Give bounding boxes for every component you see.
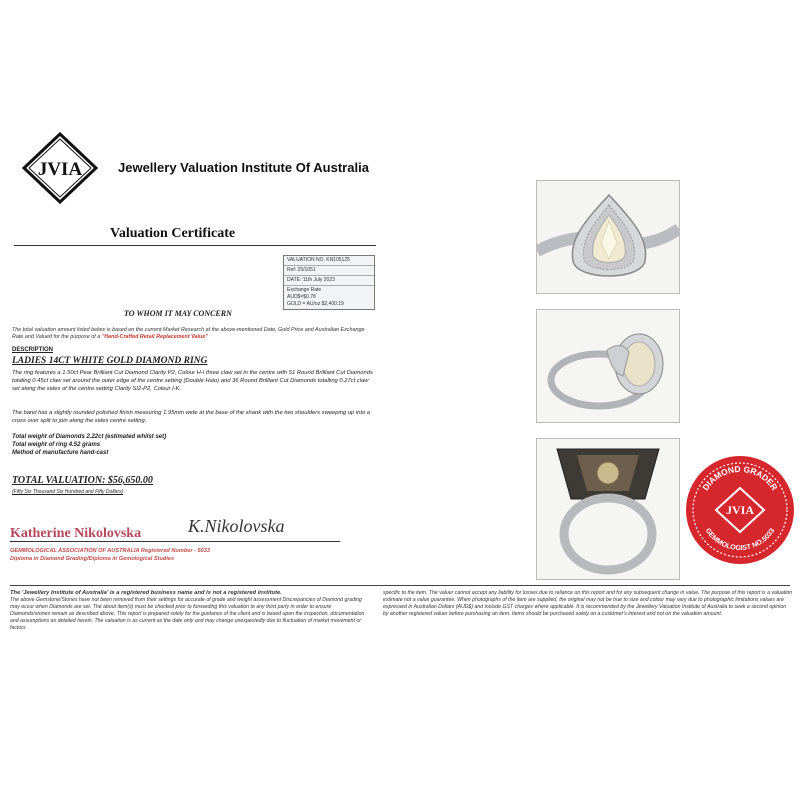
signer-credentials [10, 547, 210, 563]
footer-disclaimer-right: specific to the item. The valuer cannot accept any liability for losses due to reliance on this report and for any subsequent change in value. The purpose of this report is a valuation estimate not a value guarantee. When photographs of the item are supplied, the original may not be true to size and colour may vary due to photographic limitations values are expressed in Australian Dollars (AUD$) and include GST charges where applicable. It is recommended by the Jewellery Valuation Institute of Australia to seek a second opinion by another registered valuer before purchasing an item. Items should be purchased solely on a customer's interest and not on the valuation amount. [383, 590, 793, 617]
association-number: GEMMOLOGICAL ASSOCIATION OF AUSTRALIA Registered Number - 5033 [10, 548, 210, 554]
description-paragraph-1: The ring features a 1.50ct Pear Brilliant Cut Diamond Clarity P2, Colour H-I three claw set in the centre with 51 Round Brilliant Cut Diamonds totaling 0.45ct claw set around the outer edge of the centre setting (Double Halo) and 36 Round Brilliant Cut Diamonds totalling 0.27ct claw set along the sides of the centre setting Clarity SI2-P2, Colour I-K. [12, 370, 373, 392]
description-paragraph-2: The band has a slightly rounded polished finish measuring 1.95mm wide at the base of the shank with the two shoulders sweeping up into a cross over split to join along the sides centre setting. [12, 410, 371, 424]
valuation-date: DATE: 11th July 2023 [284, 276, 374, 286]
title-divider [14, 245, 376, 246]
signer-name: Katherine Nikolovska [10, 526, 142, 541]
valuation-purpose: "Hand-Crafted Retail Replacement Value" [101, 334, 208, 340]
handwritten-signature: K.Nikolovska [188, 516, 285, 536]
diploma: Diploma in Diamond Grading/Diploma in Gemological Studies [10, 556, 175, 562]
seal-center-text: JVIA [725, 503, 755, 517]
ring-title: LADIES 14CT WHITE GOLD DIAMOND RING [12, 356, 208, 366]
certificate-title: Valuation Certificate [110, 226, 236, 241]
valuation-number: VALUATION NO. KN105125 [284, 256, 374, 266]
signature-divider [10, 541, 340, 542]
intro-text: The total valuation amount listed below is based on the current Market Research at the above-mentioned Date, Gold Price and Australian Exchange Rate and Valued for the purpose of a [12, 327, 365, 340]
org-name: Jewellery Valuation Institute Of Australia [118, 160, 369, 175]
ring-photo-side [536, 309, 680, 423]
diamond-weight: Total weight of Diamonds 2.22ct (estimated whilst set) [12, 434, 167, 440]
logo-text: JVIA [37, 159, 83, 180]
footer-left-text: The above Gemstone/Stones have not been removed from their settings for accurate of grade and weight assessment Discrepancies of Diamond grading may occur when Diamonds are set. The about item(s) must be checked prior to forwarding this valuation to any third party in order to ensure Diamonds/stones remain as described above. This report is prepared solely for the guidance of the client and is based upon the inspection, documentation and assumptions as detailed herein. The valuation is as current as the date only and may change unexpectedly due to fluctuation of market movement or factors [10, 597, 365, 631]
exchange-rate-block [284, 286, 374, 309]
reference: Ref: 25/1051 [284, 266, 374, 276]
valuation-info-box [283, 255, 375, 310]
exchange-label: Exchange Rate [287, 287, 322, 293]
footer-disclaimer-left [10, 590, 370, 632]
intro-paragraph [12, 327, 372, 341]
ring-photo-top [536, 180, 680, 294]
total-valuation: TOTAL VALUATION: $56,650.00 [12, 475, 153, 486]
gemmologist-seal [682, 452, 798, 568]
ring-back-view-image [537, 439, 679, 579]
seal-top-text: DIAMOND GRADER [700, 463, 780, 493]
weights-block [12, 433, 166, 457]
footer-divider [10, 585, 790, 586]
description-label: DESCRIPTION [12, 347, 54, 353]
salutation: TO WHOM IT MAY CONCERN [124, 309, 232, 318]
ring-side-view-image [537, 310, 679, 422]
gold-rate: GOLD = AU/oz $2,400.19 [287, 301, 344, 307]
jvia-logo [20, 128, 100, 208]
total-in-words: (Fifty Six Thousand Six Hundred and Fifty Dollars) [12, 489, 124, 495]
ring-photo-back [536, 438, 680, 580]
aud-rate: AUD$=$0.78 [287, 294, 316, 300]
ring-weight: Total weight of ring 4.52 grams [12, 442, 101, 448]
seal-bottom-text: GEMMOLOGIST NO.5033 [703, 527, 777, 553]
footer-registered-notice: The 'Jewellery Institute of Australia' is a registered business name and is not a registered institute. [10, 590, 282, 596]
manufacture-method: Method of manufacture hand-cast [12, 450, 109, 456]
ring-top-view-image [537, 181, 679, 293]
